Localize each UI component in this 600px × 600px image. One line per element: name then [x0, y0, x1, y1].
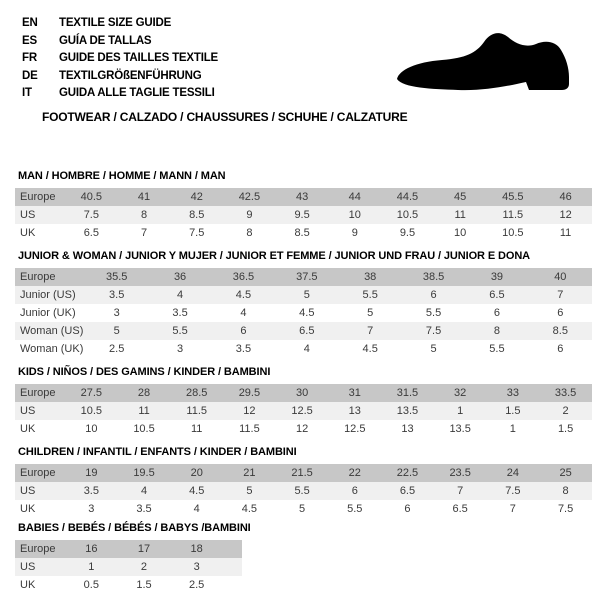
row-label: UK [20, 578, 36, 591]
size-cell: 11.5 [186, 404, 208, 417]
size-cell: 38 [364, 270, 377, 283]
size-cell: 5 [367, 306, 374, 319]
size-cell: 5 [113, 324, 120, 337]
size-table-row [15, 482, 592, 500]
size-cell: 12.5 [344, 422, 366, 435]
size-cell: 41 [137, 190, 151, 203]
size-table-row [15, 576, 242, 594]
category-title: FOOTWEAR / CALZADO / CHAUSSURES / SCHUHE / CALZATURE [42, 109, 408, 124]
section-junior-woman [0, 250, 600, 358]
size-table-grid [15, 384, 592, 438]
size-cell: 4.5 [241, 502, 258, 515]
size-cell: 42 [190, 190, 203, 203]
size-cell: 5.5 [294, 484, 310, 497]
size-cell: 22 [348, 466, 361, 479]
size-table-header-row [15, 464, 592, 482]
size-cell: 43 [295, 190, 309, 203]
size-table-row [15, 304, 592, 322]
size-table-row [15, 206, 592, 224]
size-cell: 7 [140, 226, 148, 239]
size-cell: 21.5 [291, 466, 313, 479]
size-cell: 12.5 [291, 404, 313, 417]
section-title-man: MAN / HOMBRE / HOMME / MANN / MAN [18, 169, 226, 182]
size-cell: 3.5 [172, 306, 188, 319]
size-table-grid [15, 188, 592, 242]
size-cell: 4.5 [299, 306, 315, 319]
size-cell: 8 [140, 208, 148, 221]
size-cell: 8.5 [294, 226, 310, 239]
babies-size-table [15, 540, 600, 594]
size-cell: 7.5 [425, 324, 442, 337]
size-cell: 45.5 [502, 190, 524, 203]
size-cell: 9 [246, 208, 253, 221]
size-cell: 30 [295, 386, 309, 399]
size-cell: 16 [85, 542, 98, 555]
size-cell: 8 [562, 484, 569, 497]
size-cell: 8.5 [189, 208, 205, 221]
size-table-row [15, 224, 592, 242]
size-cell: 3 [177, 342, 184, 355]
size-cell: 3 [88, 502, 95, 515]
size-cell: 8 [493, 324, 500, 337]
size-cell: 32 [454, 386, 467, 399]
size-cell: 3 [193, 560, 200, 573]
row-label: UK [20, 226, 36, 239]
size-cell: 2 [562, 404, 569, 417]
size-cell: 2.5 [189, 578, 205, 591]
row-label: UK [20, 422, 36, 435]
size-table-row [15, 558, 242, 576]
row-label: US [20, 208, 36, 221]
size-cell: 6 [557, 342, 564, 355]
lang-code: EN [22, 17, 38, 29]
section-title-junior-woman: JUNIOR & WOMAN / JUNIOR Y MUJER / JUNIOR ET FEMME / JUNIOR UND FRAU / JUNIOR E DONA [18, 249, 531, 262]
size-cell: 6 [240, 324, 247, 337]
size-cell: 23.5 [449, 466, 471, 479]
size-table-row [15, 322, 592, 340]
size-table-header-row [15, 384, 592, 402]
size-cell: 8 [246, 226, 253, 239]
size-table-grid [15, 268, 592, 358]
lang-code: FR [22, 52, 37, 64]
size-cell: 1.5 [505, 404, 521, 417]
size-table-row [15, 420, 592, 438]
size-cell: 44.5 [396, 190, 419, 203]
size-cell: 11.5 [239, 422, 260, 435]
lang-title: GUÍA DE TALLAS [59, 34, 152, 47]
size-cell: 4.5 [362, 342, 378, 355]
size-cell: 3.5 [109, 288, 125, 301]
size-cell: 3 [113, 306, 120, 319]
row-label: Europe [20, 542, 56, 555]
size-cell: 7 [367, 324, 374, 337]
size-cell: 7.5 [189, 226, 205, 239]
size-cell: 6 [493, 306, 500, 319]
size-cell: 4 [140, 484, 148, 497]
size-cell: 22.5 [396, 466, 419, 479]
row-label: Europe [20, 190, 56, 203]
size-cell: 5.5 [347, 502, 363, 515]
size-table-grid [15, 464, 592, 518]
size-cell: 9 [351, 226, 358, 239]
size-cell: 40.5 [80, 190, 103, 203]
size-cell: 5 [430, 342, 437, 355]
section-children [0, 446, 600, 518]
size-cell: 4.5 [189, 484, 205, 497]
size-cell: 6 [557, 306, 564, 319]
section-title-kids: KIDS / NIÑOS / DES GAMINS / KINDER / BAMBINI [18, 365, 271, 378]
size-cell: 13.5 [449, 422, 471, 435]
size-cell: 6.5 [452, 502, 468, 515]
size-cell: 17 [137, 542, 151, 555]
size-table-row [15, 340, 592, 358]
size-table-row [15, 500, 592, 518]
size-cell: 40 [554, 270, 567, 283]
size-cell: 7 [557, 288, 564, 301]
size-cell: 33 [506, 386, 519, 399]
size-cell: 5.5 [172, 324, 188, 337]
size-cell: 12 [243, 404, 256, 417]
size-cell: 19.5 [133, 466, 155, 479]
section-babies [0, 522, 600, 594]
man-size-table [15, 188, 600, 242]
size-cell: 7.5 [557, 502, 574, 515]
size-cell: 6.5 [83, 226, 99, 239]
size-table-header-row [15, 540, 242, 558]
size-cell: 1.5 [136, 578, 152, 591]
row-label: US [20, 560, 36, 573]
size-cell: 35.5 [105, 270, 128, 283]
size-cell: 38.5 [422, 270, 445, 283]
size-cell: 4 [193, 502, 200, 515]
size-cell: 8.5 [552, 324, 568, 337]
size-table-row [15, 402, 592, 420]
size-cell: 10 [85, 422, 98, 435]
size-cell: 4 [303, 342, 310, 355]
size-cell: 2 [140, 560, 148, 573]
size-cell: 37.5 [296, 270, 318, 283]
row-label: US [20, 484, 36, 497]
size-cell: 18 [190, 542, 203, 555]
size-cell: 11 [559, 226, 572, 239]
size-cell: 24 [506, 466, 519, 479]
size-cell: 2.5 [109, 342, 125, 355]
row-label: Europe [20, 386, 56, 399]
size-cell: 6.5 [399, 484, 416, 497]
children-size-table [15, 464, 600, 518]
size-cell: 6.5 [299, 324, 315, 337]
section-title-babies: BABIES / BEBÉS / BÉBÉS / BABYS /BAMBINI [18, 521, 251, 534]
size-cell: 3.5 [83, 484, 99, 497]
size-cell: 1 [88, 560, 95, 573]
size-cell: 10.5 [396, 208, 419, 221]
size-cell: 44 [348, 190, 361, 203]
size-cell: 21 [243, 466, 256, 479]
row-label: Europe [20, 270, 56, 283]
size-cell: 11 [138, 404, 150, 417]
size-cell: 4 [240, 306, 247, 319]
size-cell: 33.5 [554, 386, 577, 399]
lang-code: IT [22, 87, 32, 99]
size-cell: 6 [404, 502, 411, 515]
size-cell: 25 [559, 466, 572, 479]
size-cell: 28.5 [186, 386, 208, 399]
row-label: Woman (UK) [20, 342, 84, 355]
size-cell: 13 [401, 422, 414, 435]
size-cell: 3.5 [235, 342, 252, 355]
size-cell: 12 [295, 422, 309, 435]
size-cell: 11 [191, 422, 203, 435]
size-cell: 7.5 [505, 484, 521, 497]
section-title-children: CHILDREN / INFANTIL / ENFANTS / KINDER / BAMBINI [18, 445, 297, 458]
filler-cell [223, 540, 242, 558]
size-cell: 5.5 [489, 342, 505, 355]
size-cell: 5 [303, 288, 310, 301]
row-label: UK [20, 502, 36, 515]
size-cell: 31.5 [396, 386, 419, 399]
size-table-grid [15, 540, 242, 594]
size-cell: 7.5 [83, 208, 99, 221]
size-table-header-row [15, 188, 592, 206]
lang-title: GUIDE DES TAILLES TEXTILE [59, 52, 218, 64]
size-cell: 19 [85, 466, 98, 479]
size-cell: 42.5 [238, 190, 261, 203]
row-label: US [20, 404, 36, 417]
size-cell: 29.5 [238, 386, 261, 399]
size-cell: 12 [559, 208, 572, 221]
size-cell: 27.5 [80, 386, 103, 399]
size-cell: 36 [173, 270, 187, 283]
kids-size-table [15, 384, 600, 438]
size-cell: 46 [559, 190, 572, 203]
size-cell: 6.5 [489, 288, 505, 301]
lang-code: DE [22, 69, 38, 82]
size-cell: 1 [509, 422, 516, 435]
junior-woman-size-table [15, 268, 600, 358]
size-cell: 7 [509, 502, 516, 515]
lang-title: TEXTILGRÖßENFÜHRUNG [59, 69, 202, 82]
size-cell: 5 [299, 502, 306, 515]
filler-cell [223, 558, 242, 576]
size-cell: 10.5 [502, 226, 524, 239]
size-cell: 5.5 [362, 288, 378, 301]
size-cell: 1.5 [557, 422, 574, 435]
size-cell: 1 [457, 404, 464, 417]
size-cell: 3.5 [136, 502, 152, 515]
size-cell: 9.5 [399, 226, 416, 239]
row-label: Junior (US) [20, 288, 76, 301]
section-kids [0, 366, 600, 438]
size-cell: 11.5 [502, 208, 524, 221]
size-cell: 10.5 [133, 422, 155, 435]
size-cell: 39 [490, 270, 504, 283]
size-cell: 10 [454, 226, 467, 239]
size-cell: 31 [348, 386, 361, 399]
size-table-row [15, 286, 592, 304]
size-cell: 6 [430, 288, 437, 301]
lang-code: ES [22, 34, 37, 47]
size-cell: 4.5 [235, 288, 252, 301]
size-cell: 6 [351, 484, 358, 497]
size-cell: 5 [246, 484, 253, 497]
lang-title: GUIDA ALLE TAGLIE TESSILI [59, 87, 215, 99]
size-cell: 0.5 [83, 578, 99, 591]
row-label: Junior (UK) [20, 306, 76, 319]
size-cell: 4 [177, 288, 184, 301]
size-cell: 13.5 [396, 404, 419, 417]
size-cell: 36.5 [232, 270, 255, 283]
size-cell: 5.5 [425, 306, 442, 319]
size-cell: 20 [190, 466, 203, 479]
row-label: Europe [20, 466, 56, 479]
size-cell: 9.5 [294, 208, 310, 221]
size-cell: 45 [454, 190, 467, 203]
size-cell: 13 [348, 404, 361, 417]
size-cell: 10.5 [80, 404, 103, 417]
section-man [0, 170, 600, 242]
row-label: Woman (US) [20, 324, 84, 337]
size-cell: 7 [457, 484, 464, 497]
size-table-header-row [15, 268, 592, 286]
shoe-icon [380, 10, 600, 120]
size-cell: 10 [348, 208, 361, 221]
size-cell: 28 [137, 386, 151, 399]
filler-cell [223, 576, 242, 594]
size-cell: 11 [454, 208, 466, 221]
lang-title: TEXTILE SIZE GUIDE [59, 17, 172, 29]
